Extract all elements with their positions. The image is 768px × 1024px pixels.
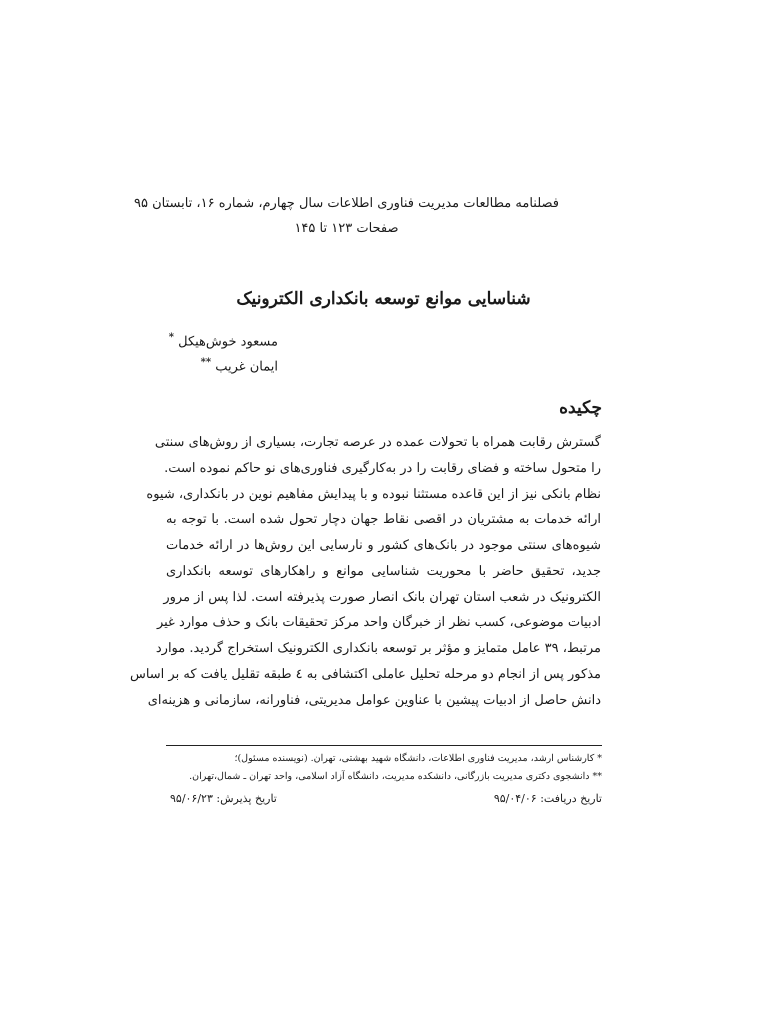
page-range: صفحات ۱۲۳ تا ۱۴۵ xyxy=(294,221,399,236)
abstract-body xyxy=(129,430,601,713)
received-date: تاریخ دریافت: ۹۵/۰۴/۰۶ xyxy=(493,792,602,805)
abstract-line: جدید، تحقیق حاضر با محوریت شناسایی موانع و راهکارهای توسعه بانکداری xyxy=(166,563,601,579)
author-footnote-mark: ** xyxy=(200,357,212,368)
footnote-divider xyxy=(166,745,602,746)
author-name: ایمان غریب xyxy=(215,359,278,375)
abstract-line: ارائه خدمات به مشتریان در اقصی نقاط جهان دچار تحول شده است. با توجه به xyxy=(166,512,601,528)
abstract-line: گسترش رقابت همراه با تحولات عمده در عرصه تجارت، بسیاری از روش‌های سنتی xyxy=(154,435,601,450)
abstract-heading: چکیده xyxy=(559,398,602,418)
author-2 xyxy=(201,357,278,374)
abstract-line: الکترونیک در شعب استان تهران بانک انصار صورت پذیرفته است. لذا پس از مرور xyxy=(163,589,601,605)
journal-info: فصلنامه مطالعات مدیریت فناوری اطلاعات سال چهارم، شماره ۱۶، تابستان ۹۵ xyxy=(133,196,560,211)
abstract-line: شیوه‌های سنتی موجود در بانک‌های کشور و نارسایی این روش‌ها در ارائه خدمات xyxy=(166,538,601,553)
footnote-1: * کارشناس ارشد، مدیریت فناوری اطلاعات، دانشگاه شهید بهشتی، تهران. (نویسنده مسئول)؛ xyxy=(234,753,602,764)
author-1 xyxy=(169,332,278,349)
article-title: شناسایی موانع توسعه بانکداری الکترونیک xyxy=(236,289,531,309)
abstract-line: مذکور پس از انجام دو مرحله تحلیل عاملی اکتشافی به ٤ طبقه تقلیل یافت که بر اساس xyxy=(129,666,601,682)
abstract-line: را متحول ساخته و فضای رقابت را در به‌کارگیری فناوری‌های نو حاکم نموده است. xyxy=(164,460,601,476)
accepted-date: تاریخ پذیرش: ۹۵/۰۶/۲۳ xyxy=(170,792,277,805)
abstract-line: مرتبط، ۳۹ عامل متمایز و مؤثر بر توسعه بانکداری الکترونیک استخراج گردید. موارد xyxy=(155,641,601,656)
submission-dates xyxy=(170,792,602,805)
abstract-line: ادبیات موضوعی، کسب نظر از خبرگان واحد مرکز تحقیقات بانک و حذف موارد غیر xyxy=(156,615,601,631)
footnote-2: ** دانشجوی دکتری مدیریت بازرگانی، دانشکده مدیریت، دانشگاه آزاد اسلامی، واحد تهران ـ شمال،تهران. xyxy=(189,771,602,782)
abstract-line: نظام بانکی نیز از این قاعده مستثنا نبوده و با پیدایش مفاهیم نوین در بانکداری، شیوه xyxy=(146,486,601,502)
abstract-line: دانش حاصل از ادبیات پیشین با عناوین عوامل مدیریتی، فناورانه، سازمانی و هزینه‌ای xyxy=(147,692,601,708)
author-footnote-mark: * xyxy=(168,332,174,343)
author-name: مسعود خوش‌هیکل xyxy=(178,334,278,350)
